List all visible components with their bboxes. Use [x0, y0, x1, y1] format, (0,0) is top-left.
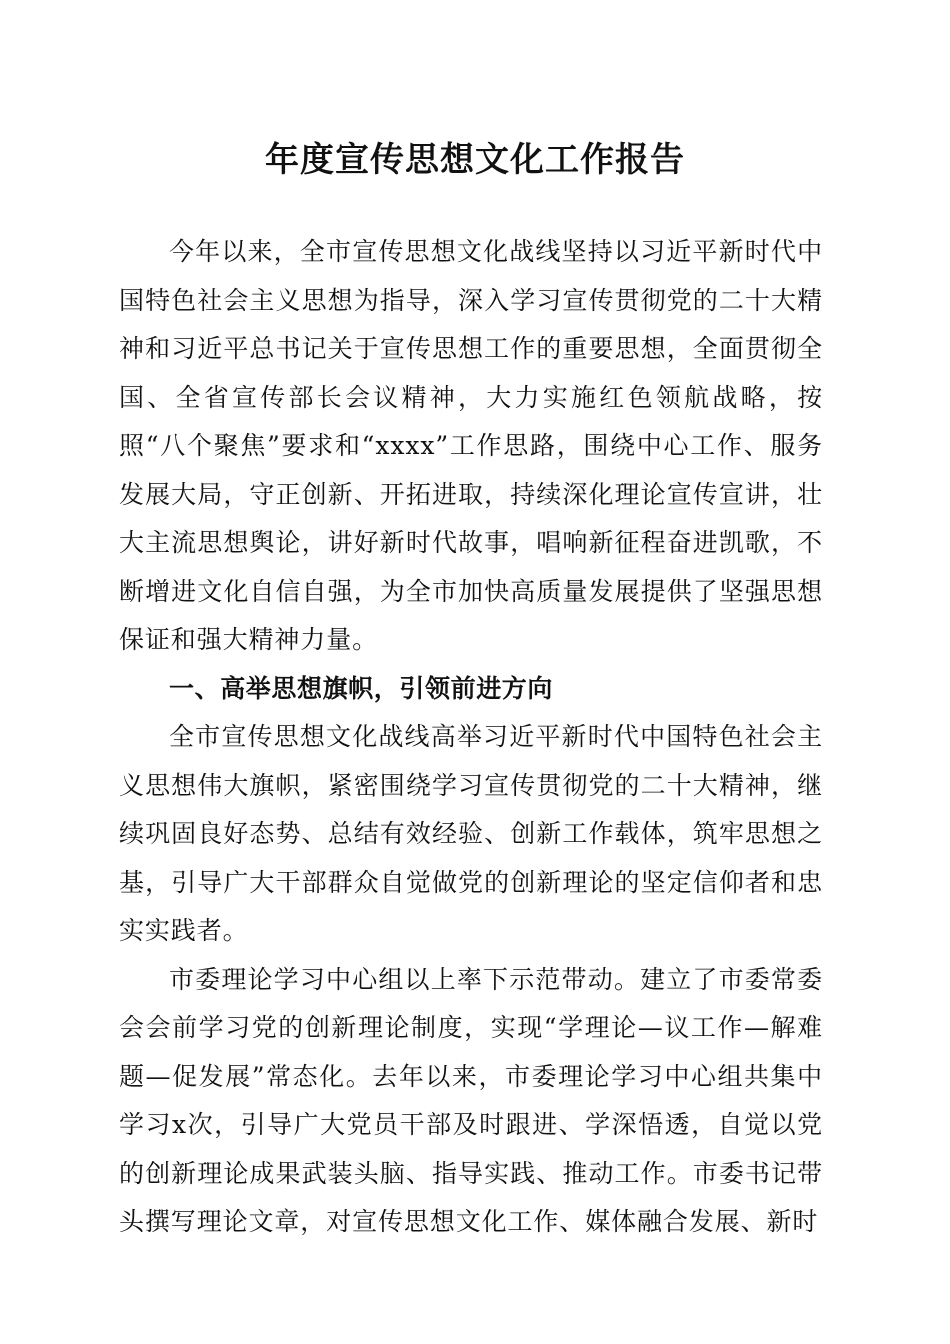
section-heading: 一、高举思想旗帜，引领前进方向: [169, 673, 554, 703]
document-title: 年度宣传思想文化工作报告: [265, 140, 685, 180]
document-body: [119, 228, 823, 1247]
section-paragraph: 市委理论学习中心组以上率下示范带动。建立了市委常委会会前学习党的创新理论制度，实现“学理论—议工作—解难题—促发展”常态化。去年以来，市委理论学习中心组共集中学习x次，引导广大党员干部及时跟进、学深悟透，自觉以党的创新理论成果武装头脑、指导实践、推动工作。市委书记带头撰写理论文章，对宣传思想文化工作、媒体融合发展、新时: [119, 964, 823, 1236]
section-paragraph: 全市宣传思想文化战线高举习近平新时代中国特色社会主义思想伟大旗帜，紧密围绕学习宣传贯彻党的二十大精神，继续巩固良好态势、总结有效经验、创新工作载体，筑牢思想之基，引导广大干部群众自觉做党的创新理论的坚定信仰者和忠实实践者。: [119, 722, 823, 945]
intro-paragraph: 今年以来，全市宣传思想文化战线坚持以习近平新时代中国特色社会主义思想为指导，深入学习宣传贯彻党的二十大精神和习近平总书记关于宣传思想工作的重要思想，全面贯彻全国、全省宣传部长会议精神，大力实施红色领航战略，按照“八个聚焦”要求和“xxxx”工作思路，围绕中心工作、服务发展大局，守正创新、开拓进取，持续深化理论宣传宣讲，壮大主流思想舆论，讲好新时代故事，唱响新征程奋进凯歌，不断增进文化自信自强，为全市加快高质量发展提供了坚强思想保证和强大精神力量。: [119, 237, 823, 654]
